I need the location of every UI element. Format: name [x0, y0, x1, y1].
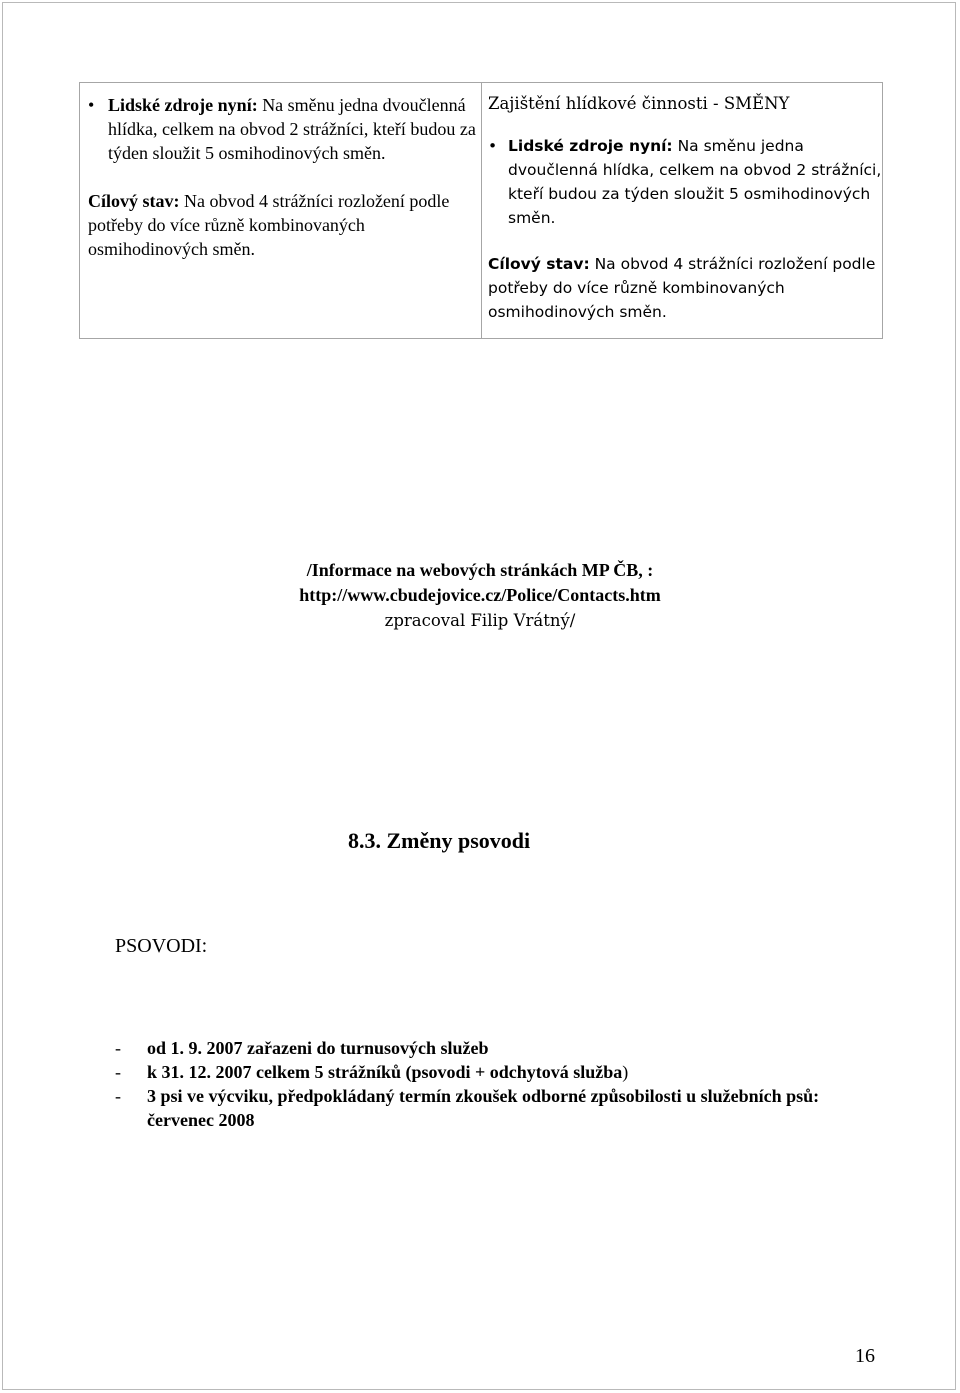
bullet-paragraph	[488, 134, 882, 230]
source-info	[0, 558, 960, 633]
paragraph-label: Lidské zdroje nyní:	[508, 137, 673, 155]
list-item-text: od 1. 9. 2007 zařazeni do turnusových služeb	[147, 1038, 489, 1058]
cell-title: Zajištění hlídkové činnosti - SMĚNY	[488, 94, 790, 113]
paragraph-label: Lidské zdroje nyní:	[108, 95, 258, 115]
bullet-paragraph	[88, 93, 481, 165]
table-cell-right	[482, 83, 883, 339]
table-cell-left	[80, 83, 482, 339]
dash-marker: -	[115, 1086, 121, 1106]
list-item-text: 3 psi ve výcviku, předpokládaný termín zkoušek odborné způsobilosti u služebních psů: červenec 2008	[147, 1086, 820, 1130]
section-heading: 8.3. Změny psovodi	[348, 828, 531, 853]
bullet-icon: •	[488, 137, 498, 155]
list-item	[115, 1060, 835, 1084]
info-table	[79, 82, 883, 339]
source-url-link[interactable]: http://www.cbudejovice.cz/Police/Contacts.htm	[299, 585, 661, 605]
list-item	[115, 1084, 835, 1132]
bullet-icon: •	[88, 95, 95, 115]
dash-marker: -	[115, 1038, 121, 1058]
notes-list	[115, 1036, 835, 1132]
paragraph	[88, 189, 481, 261]
paragraph	[488, 252, 882, 324]
paragraph-text: Na obvod 4 strážníci rozložení podle potřeby do více různě kombinovaných osmihodinových směn.	[488, 255, 876, 321]
paragraph-label: Cílový stav:	[88, 191, 180, 211]
author-line: zpracoval Filip Vrátný/	[384, 611, 576, 630]
list-item-suffix: )	[622, 1062, 629, 1082]
paragraph-text: Na směnu jedna dvoučlenná hlídka, celkem na obvod 2 strážníci, kteří budou za týden sloužit 5 osmihodinových směn.	[108, 95, 476, 163]
dash-marker: -	[115, 1062, 121, 1082]
source-info-title: /Informace na webových stránkách MP ČB, :	[306, 560, 654, 580]
paragraph-label: Cílový stav:	[488, 255, 590, 273]
psovodi-heading: PSOVODI:	[115, 935, 208, 957]
list-item-text: k 31. 12. 2007 celkem 5 strážníků (psovodi + odchytová služba	[147, 1062, 623, 1082]
paragraph-text: Na směnu jedna dvoučlenná hlídka, celkem na obvod 2 strážníci, kteří budou za týden sloužit 5 osmihodinových směn.	[508, 137, 882, 227]
list-item	[115, 1036, 835, 1060]
paragraph-text: Na obvod 4 strážníci rozložení podle potřeby do více různě kombinovaných osmihodinových směn.	[88, 191, 450, 259]
page-number: 16	[855, 1345, 875, 1367]
